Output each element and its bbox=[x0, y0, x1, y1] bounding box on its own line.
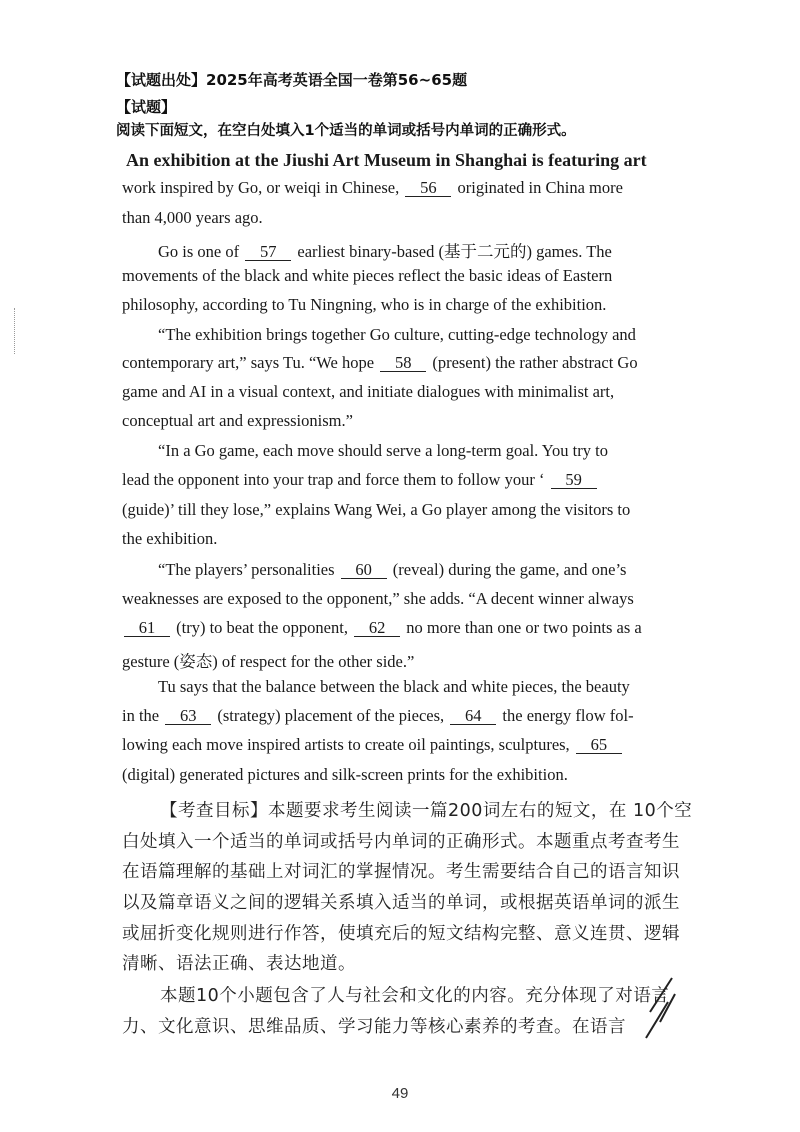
question-tag: 【试题】 bbox=[116, 98, 177, 116]
blank-61[interactable]: 61 bbox=[124, 619, 170, 637]
passage-text: contemporary art,” says Tu. “We hope bbox=[122, 353, 375, 372]
blank-58[interactable]: 58 bbox=[380, 354, 426, 372]
passage-line bbox=[122, 706, 682, 726]
analysis-line: 力、文化意识、思维品质、学习能力等核心素养的考查。在语言 bbox=[122, 1017, 626, 1037]
blank-65[interactable]: 65 bbox=[576, 736, 622, 754]
analysis-line: 白处填入一个适当的单词或括号内单词的正确形式。本题重点考查考生 bbox=[122, 832, 680, 852]
passage-line: movements of the black and white pieces reflect the basic ideas of Eastern bbox=[122, 266, 613, 285]
passage-text: “The players’ personalities bbox=[158, 560, 335, 579]
instruction: 阅读下面短文，在空白处填入1个适当的单词或括号内单词的正确形式。 bbox=[116, 123, 576, 139]
passage-line: the exhibition. bbox=[122, 529, 218, 548]
blank-64[interactable]: 64 bbox=[450, 707, 496, 725]
blank-60[interactable]: 60 bbox=[341, 561, 387, 579]
passage-line: (guide)’ till they lose,” explains Wang Wei, a Go player among the visitors to bbox=[122, 500, 631, 519]
passage-text: (strategy) placement of the pieces, bbox=[217, 706, 445, 725]
passage-line bbox=[122, 470, 682, 490]
blank-57[interactable]: 57 bbox=[245, 243, 291, 261]
passage-line bbox=[122, 735, 682, 755]
blank-59[interactable]: 59 bbox=[551, 471, 597, 489]
blank-63[interactable]: 63 bbox=[165, 707, 211, 725]
passage-text: lead the opponent into your trap and force them to follow your ‘ bbox=[122, 470, 545, 489]
source-header: 【试题出处】2025年高考英语全国一卷第56~65题 bbox=[116, 71, 468, 89]
passage-text: lowing each move inspired artists to create oil paintings, sculptures, bbox=[122, 735, 570, 754]
passage-line: philosophy, according to Tu Ningning, who is in charge of the exhibition. bbox=[122, 295, 607, 314]
passage-line bbox=[122, 178, 682, 198]
pen-scribble bbox=[620, 972, 680, 1042]
passage-line: Tu says that the balance between the black and white pieces, the beauty bbox=[158, 677, 630, 696]
analysis-line: 清晰、语法正确、表达地道。 bbox=[122, 954, 356, 974]
passage-text: (reveal) during the game, and one’s bbox=[392, 560, 627, 579]
passage-line: than 4,000 years ago. bbox=[122, 208, 263, 227]
passage-text: no more than one or two points as a bbox=[406, 618, 642, 637]
analysis-line: 【考查目标】本题要求考生阅读一篇200词左右的短文，在 10个空 bbox=[160, 801, 693, 821]
passage-text: in the bbox=[122, 706, 160, 725]
passage-line: (digital) generated pictures and silk-screen prints for the exhibition. bbox=[122, 765, 568, 784]
passage-text: (try) to beat the opponent, bbox=[176, 618, 348, 637]
passage-line: conceptual art and expressionism.” bbox=[122, 411, 353, 430]
passage-line: “The exhibition brings together Go culture, cutting-edge technology and bbox=[158, 325, 636, 344]
passage-text: work inspired by Go, or weiqi in Chinese, bbox=[122, 178, 400, 197]
passage-line: weaknesses are exposed to the opponent,” she adds. “A decent winner always bbox=[122, 589, 634, 608]
passage-text: originated in China more bbox=[457, 178, 623, 197]
analysis-line: 本题10个小题包含了人与社会和文化的内容。充分体现了对语言 bbox=[160, 986, 670, 1006]
passage-line: “In a Go game, each move should serve a long-term goal. You try to bbox=[158, 441, 608, 460]
passage-line bbox=[158, 560, 718, 580]
analysis-line: 以及篇章语义之间的逻辑关系填入适当的单词，或根据英语单词的派生 bbox=[122, 893, 680, 913]
blank-62[interactable]: 62 bbox=[354, 619, 400, 637]
passage-line: game and AI in a visual context, and initiate dialogues with minimalist art, bbox=[122, 382, 615, 401]
page-number: 49 bbox=[391, 1085, 409, 1102]
passage-text: earliest binary-based (基于二元的) games. The bbox=[297, 242, 612, 261]
passage-line bbox=[122, 618, 682, 638]
passage-text: Go is one of bbox=[158, 242, 240, 261]
passage-line bbox=[122, 353, 682, 373]
passage-line: gesture (姿态) of respect for the other side.” bbox=[122, 652, 415, 671]
passage-line: An exhibition at the Jiushi Art Museum in Shanghai is featuring art bbox=[126, 150, 647, 170]
passage-line bbox=[158, 238, 718, 262]
margin-marks bbox=[14, 308, 17, 354]
passage-text: (present) the rather abstract Go bbox=[432, 353, 638, 372]
analysis-line: 在语篇理解的基础上对词汇的掌握情况。考生需要结合自己的语言知识 bbox=[122, 862, 680, 882]
passage-text: the energy flow fol- bbox=[502, 706, 634, 725]
blank-56[interactable]: 56 bbox=[405, 179, 451, 197]
analysis-line: 或屈折变化规则进行作答，使填充后的短文结构完整、意义连贯、逻辑 bbox=[122, 924, 680, 944]
